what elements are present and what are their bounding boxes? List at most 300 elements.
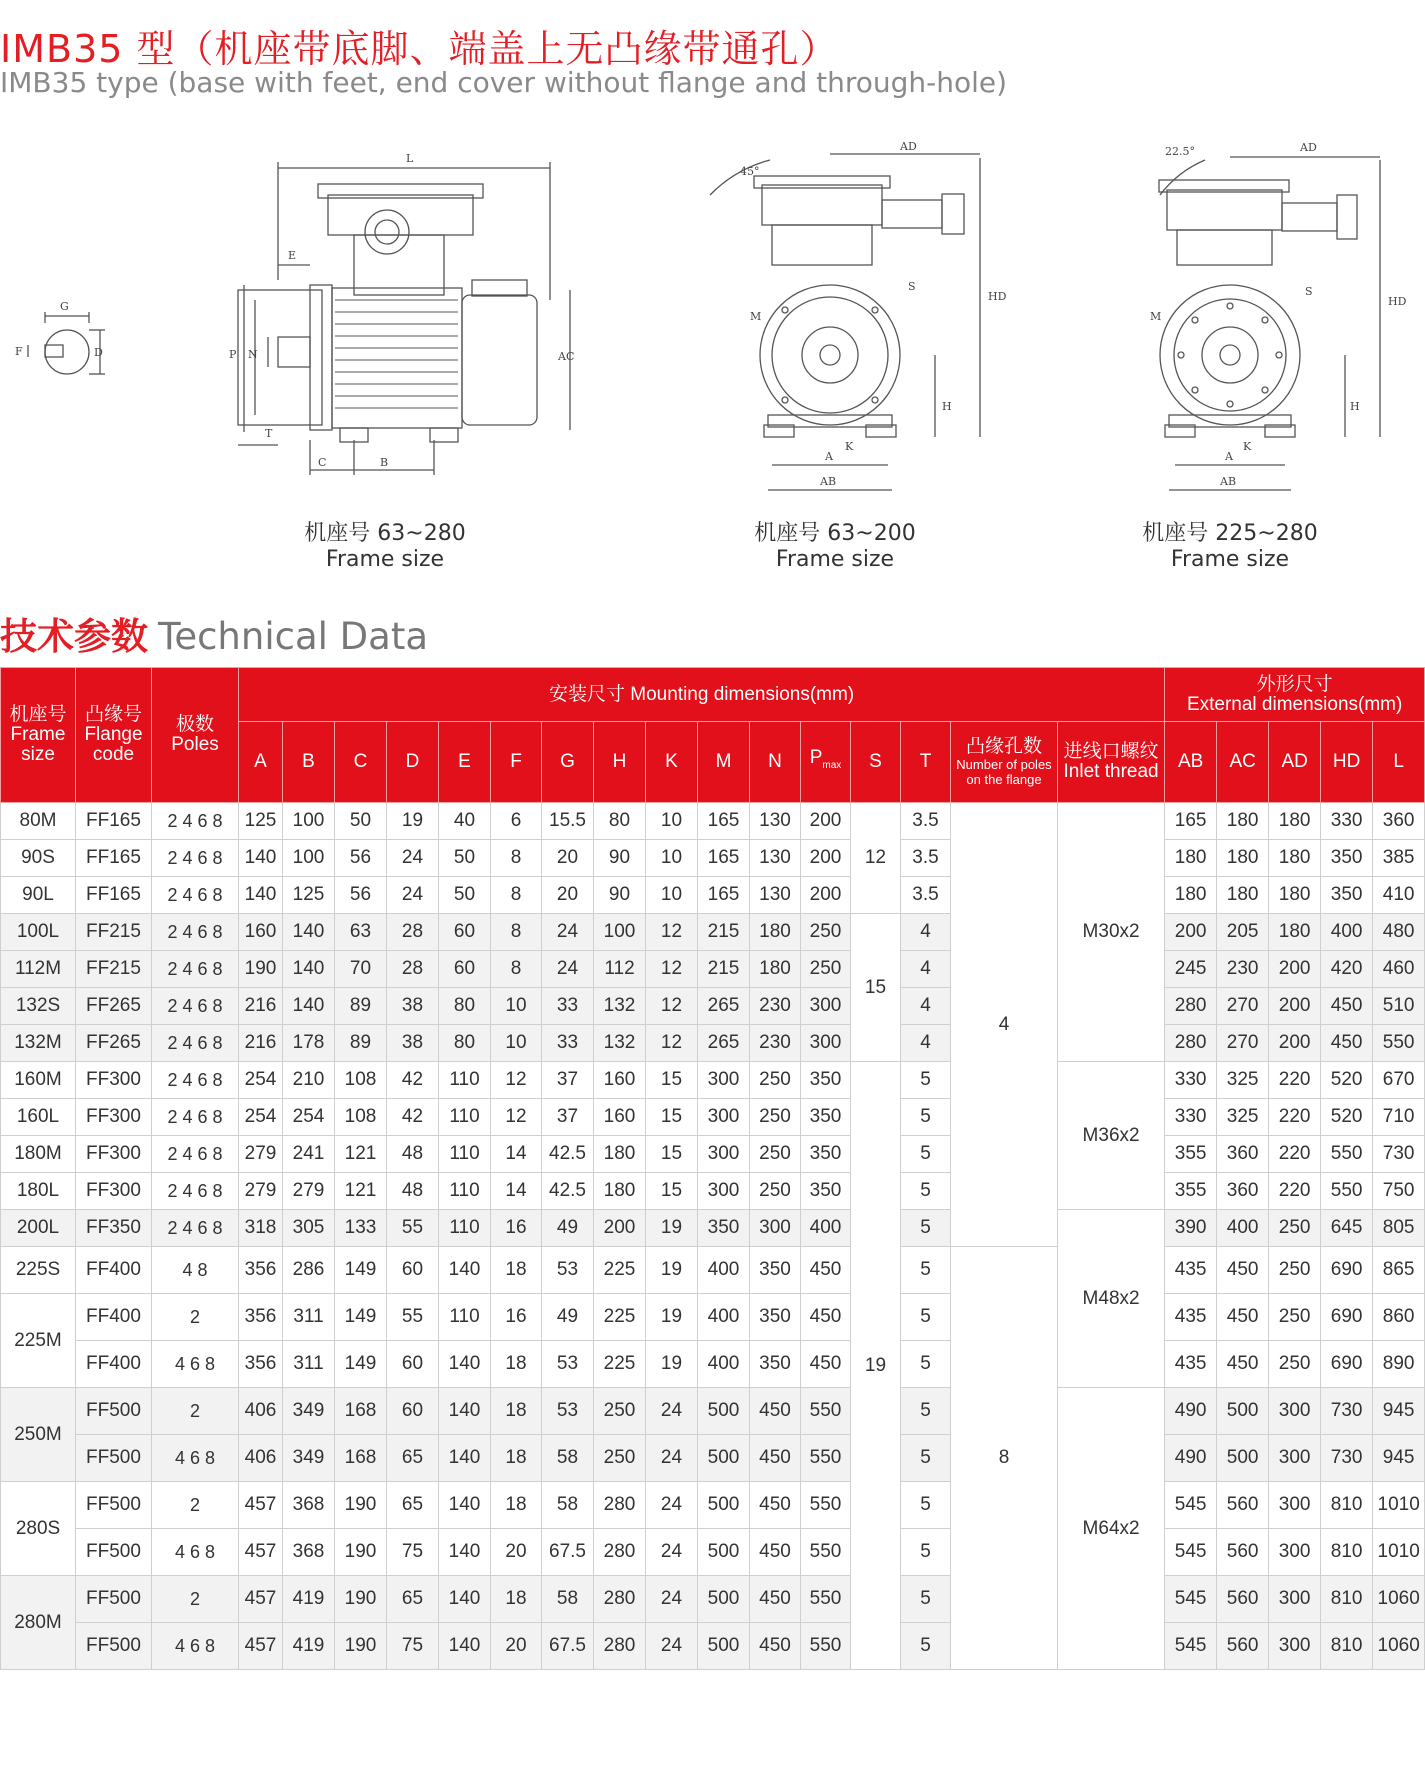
- cell-F: 8: [491, 840, 542, 877]
- dim-label-S-2: S: [1305, 285, 1313, 298]
- cell-AC: 270: [1217, 1025, 1269, 1062]
- cell-T: 5: [901, 1435, 951, 1482]
- cell-H: 250: [594, 1435, 646, 1482]
- cell-N: 250: [750, 1062, 801, 1099]
- cell-N: 350: [750, 1247, 801, 1294]
- cell-P: 350: [801, 1062, 851, 1099]
- cell-E: 40: [439, 803, 491, 840]
- cell-T: 4: [901, 951, 951, 988]
- cell-frame: 80M: [1, 803, 76, 840]
- cell-D: 65: [387, 1576, 439, 1623]
- cell-poles: 2 4 6 8: [152, 877, 239, 914]
- cell-F: 18: [491, 1388, 542, 1435]
- cell-D: 65: [387, 1482, 439, 1529]
- cell-D: 24: [387, 840, 439, 877]
- dim-label-K-1: K: [845, 440, 854, 453]
- cell-poles: 2 4 6 8: [152, 1099, 239, 1136]
- cell-HD: 810: [1321, 1529, 1373, 1576]
- cell-E: 140: [439, 1388, 491, 1435]
- cell-F: 16: [491, 1210, 542, 1247]
- cell-HD: 690: [1321, 1294, 1373, 1341]
- cell-L: 460: [1373, 951, 1425, 988]
- table-row: [1, 1341, 1425, 1388]
- dim-label-N: N: [248, 348, 258, 361]
- cell-AC: 560: [1217, 1623, 1269, 1670]
- dim-label-L: L: [406, 152, 414, 165]
- cell-poles: 2 4 6 8: [152, 988, 239, 1025]
- col-poles: [152, 668, 239, 803]
- cell-A: 254: [239, 1062, 283, 1099]
- cell-AD: 220: [1269, 1099, 1321, 1136]
- cell-P: 400: [801, 1210, 851, 1247]
- cell-AD: 300: [1269, 1623, 1321, 1670]
- col-frame-size: [1, 668, 76, 803]
- cell-A: 216: [239, 1025, 283, 1062]
- cell-B: 100: [283, 803, 335, 840]
- cell-H: 112: [594, 951, 646, 988]
- cell-P: 550: [801, 1529, 851, 1576]
- cell-D: 28: [387, 951, 439, 988]
- cell-flange-holes: 4: [951, 803, 1058, 1247]
- cell-T: 3.5: [901, 840, 951, 877]
- dim-label-C: C: [318, 456, 327, 469]
- cell-AB: 180: [1165, 877, 1217, 914]
- table-row: [1, 951, 1425, 988]
- dim-label-G: G: [60, 300, 69, 313]
- cell-B: 140: [283, 914, 335, 951]
- cell-E: 140: [439, 1247, 491, 1294]
- cell-HD: 450: [1321, 1025, 1373, 1062]
- cell-H: 225: [594, 1247, 646, 1294]
- dim-label-E: E: [288, 249, 297, 262]
- col-F: F: [491, 722, 542, 803]
- cell-G: 49: [542, 1294, 594, 1341]
- cell-M: 300: [698, 1173, 750, 1210]
- cell-L: 710: [1373, 1099, 1425, 1136]
- cell-A: 457: [239, 1576, 283, 1623]
- col-E: E: [439, 722, 491, 803]
- cell-T: 3.5: [901, 877, 951, 914]
- cell-L: 945: [1373, 1388, 1425, 1435]
- cell-D: 65: [387, 1435, 439, 1482]
- cell-poles: 2: [152, 1388, 239, 1435]
- cell-L: 1060: [1373, 1623, 1425, 1670]
- cell-AD: 180: [1269, 914, 1321, 951]
- cell-AC: 450: [1217, 1247, 1269, 1294]
- cell-M: 165: [698, 803, 750, 840]
- cell-T: 4: [901, 914, 951, 951]
- dim-label-HD-2: HD: [1388, 295, 1407, 308]
- cell-K: 24: [646, 1623, 698, 1670]
- cell-T: 5: [901, 1482, 951, 1529]
- dim-label-AB-1: AB: [820, 475, 837, 488]
- cell-A: 216: [239, 988, 283, 1025]
- cell-poles: 4 6 8: [152, 1623, 239, 1670]
- cell-B: 419: [283, 1623, 335, 1670]
- cell-T: 4: [901, 988, 951, 1025]
- cell-C: 168: [335, 1388, 387, 1435]
- cell-M: 400: [698, 1247, 750, 1294]
- cell-G: 53: [542, 1388, 594, 1435]
- cell-G: 24: [542, 914, 594, 951]
- cell-HD: 550: [1321, 1136, 1373, 1173]
- cell-HD: 810: [1321, 1623, 1373, 1670]
- cell-AD: 180: [1269, 877, 1321, 914]
- cell-C: 121: [335, 1173, 387, 1210]
- cell-L: 1010: [1373, 1482, 1425, 1529]
- cell-C: 108: [335, 1062, 387, 1099]
- cell-C: 190: [335, 1576, 387, 1623]
- cell-L: 805: [1373, 1210, 1425, 1247]
- col-L: L: [1373, 722, 1425, 803]
- cell-N: 130: [750, 840, 801, 877]
- cell-E: 140: [439, 1435, 491, 1482]
- cell-F: 18: [491, 1576, 542, 1623]
- cell-B: 419: [283, 1576, 335, 1623]
- cell-H: 160: [594, 1099, 646, 1136]
- cell-flange: FF300: [76, 1099, 152, 1136]
- cell-flange: FF265: [76, 988, 152, 1025]
- cell-HD: 730: [1321, 1388, 1373, 1435]
- cell-G: 33: [542, 1025, 594, 1062]
- cell-N: 250: [750, 1099, 801, 1136]
- cell-N: 450: [750, 1388, 801, 1435]
- table-row: [1, 1210, 1425, 1247]
- cell-P: 200: [801, 840, 851, 877]
- table-row: [1, 1099, 1425, 1136]
- cell-AD: 200: [1269, 951, 1321, 988]
- technical-data-table: [0, 667, 1425, 1670]
- cell-N: 450: [750, 1482, 801, 1529]
- cell-AB: 435: [1165, 1341, 1217, 1388]
- cell-frame: 280S: [1, 1482, 76, 1576]
- cell-M: 300: [698, 1099, 750, 1136]
- cell-N: 450: [750, 1435, 801, 1482]
- cell-A: 406: [239, 1435, 283, 1482]
- cell-A: 140: [239, 840, 283, 877]
- cell-H: 180: [594, 1136, 646, 1173]
- cell-poles: 2 4 6 8: [152, 1136, 239, 1173]
- drawing-caption-2: [700, 521, 970, 573]
- cell-D: 24: [387, 877, 439, 914]
- cell-G: 42.5: [542, 1173, 594, 1210]
- cell-G: 33: [542, 988, 594, 1025]
- cell-flange: FF400: [76, 1247, 152, 1294]
- cell-frame: 90L: [1, 877, 76, 914]
- cell-L: 410: [1373, 877, 1425, 914]
- group-mounting-dimensions: 安装尺寸 Mounting dimensions(mm): [239, 668, 1165, 722]
- cell-AC: 560: [1217, 1529, 1269, 1576]
- section-title-en: Technical Data: [158, 615, 429, 658]
- header-text: 进线口螺纹: [1063, 741, 1159, 762]
- cell-AD: 200: [1269, 1025, 1321, 1062]
- cell-AD: 300: [1269, 1482, 1321, 1529]
- cell-AD: 220: [1269, 1173, 1321, 1210]
- cell-AD: 250: [1269, 1210, 1321, 1247]
- cell-F: 18: [491, 1341, 542, 1388]
- table-body: [1, 803, 1425, 1670]
- cell-A: 318: [239, 1210, 283, 1247]
- cell-AC: 325: [1217, 1099, 1269, 1136]
- cell-G: 15.5: [542, 803, 594, 840]
- cell-C: 149: [335, 1294, 387, 1341]
- cell-F: 8: [491, 951, 542, 988]
- cell-N: 450: [750, 1576, 801, 1623]
- cell-AB: 435: [1165, 1294, 1217, 1341]
- dim-label-HD-1: HD: [988, 290, 1007, 303]
- cell-D: 38: [387, 1025, 439, 1062]
- header-text: 凸缘号: [84, 704, 142, 725]
- cell-T: 5: [901, 1576, 951, 1623]
- cell-A: 160: [239, 914, 283, 951]
- table-row: [1, 1623, 1425, 1670]
- cell-P: 550: [801, 1623, 851, 1670]
- dim-label-K-2: K: [1243, 440, 1252, 453]
- cell-A: 190: [239, 951, 283, 988]
- cell-E: 110: [439, 1062, 491, 1099]
- cell-F: 20: [491, 1529, 542, 1576]
- cell-E: 50: [439, 877, 491, 914]
- cell-AD: 220: [1269, 1136, 1321, 1173]
- cell-F: 12: [491, 1099, 542, 1136]
- cell-AB: 280: [1165, 988, 1217, 1025]
- dim-label-M-2: M: [1150, 310, 1162, 323]
- cell-frame: 180M: [1, 1136, 76, 1173]
- cell-E: 110: [439, 1294, 491, 1341]
- cell-K: 15: [646, 1062, 698, 1099]
- cell-AC: 180: [1217, 803, 1269, 840]
- table-row: [1, 1173, 1425, 1210]
- cell-L: 550: [1373, 1025, 1425, 1062]
- cell-F: 20: [491, 1623, 542, 1670]
- cell-C: 121: [335, 1136, 387, 1173]
- cell-flange: FF300: [76, 1173, 152, 1210]
- header-text: Poles: [171, 734, 219, 755]
- cell-F: 18: [491, 1435, 542, 1482]
- cell-P: 450: [801, 1341, 851, 1388]
- cell-G: 67.5: [542, 1623, 594, 1670]
- cell-frame: 280M: [1, 1576, 76, 1670]
- cell-poles: 4 6 8: [152, 1435, 239, 1482]
- cell-G: 58: [542, 1482, 594, 1529]
- cell-flange: FF215: [76, 951, 152, 988]
- header-text: 凸缘孔数: [965, 736, 1042, 757]
- cell-K: 15: [646, 1173, 698, 1210]
- cell-B: 368: [283, 1482, 335, 1529]
- cell-AC: 400: [1217, 1210, 1269, 1247]
- cell-A: 356: [239, 1341, 283, 1388]
- cell-frame: 200L: [1, 1210, 76, 1247]
- cell-H: 280: [594, 1623, 646, 1670]
- cell-D: 38: [387, 988, 439, 1025]
- cell-A: 279: [239, 1136, 283, 1173]
- cell-N: 250: [750, 1173, 801, 1210]
- cell-T: 5: [901, 1173, 951, 1210]
- cell-A: 457: [239, 1482, 283, 1529]
- header-text: 外形尺寸: [1256, 673, 1333, 695]
- cell-C: 168: [335, 1435, 387, 1482]
- cell-N: 450: [750, 1623, 801, 1670]
- cell-flange: FF165: [76, 840, 152, 877]
- cell-B: 305: [283, 1210, 335, 1247]
- cell-K: 10: [646, 803, 698, 840]
- cell-flange-holes: 8: [951, 1247, 1058, 1670]
- cell-F: 14: [491, 1136, 542, 1173]
- cell-poles: 2 4 6 8: [152, 1210, 239, 1247]
- col-AD: AD: [1269, 722, 1321, 803]
- cell-AC: 180: [1217, 877, 1269, 914]
- col-N: N: [750, 722, 801, 803]
- section-title-cn: 技术参数: [0, 615, 148, 658]
- cell-AC: 450: [1217, 1341, 1269, 1388]
- cell-P: 550: [801, 1482, 851, 1529]
- cell-T: 5: [901, 1099, 951, 1136]
- cell-S: 12: [851, 803, 901, 914]
- cell-frame: 160M: [1, 1062, 76, 1099]
- cell-H: 80: [594, 803, 646, 840]
- caption-en: Frame size: [325, 547, 445, 572]
- cell-B: 178: [283, 1025, 335, 1062]
- dim-label-F: F: [15, 345, 23, 358]
- cell-poles: 2 4 6 8: [152, 1062, 239, 1099]
- cell-M: 500: [698, 1623, 750, 1670]
- cell-K: 19: [646, 1210, 698, 1247]
- col-A: A: [239, 722, 283, 803]
- cell-AC: 560: [1217, 1576, 1269, 1623]
- cell-B: 349: [283, 1388, 335, 1435]
- cell-A: 140: [239, 877, 283, 914]
- header-text: Inlet thread: [1063, 761, 1159, 782]
- cell-D: 55: [387, 1210, 439, 1247]
- cell-flange: FF165: [76, 803, 152, 840]
- cell-HD: 350: [1321, 877, 1373, 914]
- front-view-drawing-small: [690, 140, 1010, 500]
- table-row: [1, 1435, 1425, 1482]
- cell-F: 18: [491, 1247, 542, 1294]
- cell-AB: 545: [1165, 1482, 1217, 1529]
- cell-frame: 225M: [1, 1294, 76, 1388]
- cell-H: 132: [594, 988, 646, 1025]
- dim-label-H-2: H: [1350, 400, 1360, 413]
- cell-A: 457: [239, 1623, 283, 1670]
- cell-F: 8: [491, 914, 542, 951]
- cell-poles: 2: [152, 1294, 239, 1341]
- cell-N: 300: [750, 1210, 801, 1247]
- cell-frame: 180L: [1, 1173, 76, 1210]
- col-K: K: [646, 722, 698, 803]
- cell-N: 180: [750, 951, 801, 988]
- cell-G: 24: [542, 951, 594, 988]
- cell-B: 349: [283, 1435, 335, 1482]
- cell-E: 140: [439, 1623, 491, 1670]
- cell-AC: 450: [1217, 1294, 1269, 1341]
- cell-AD: 300: [1269, 1435, 1321, 1482]
- cell-AC: 560: [1217, 1482, 1269, 1529]
- table-row: [1, 1388, 1425, 1435]
- cell-B: 125: [283, 877, 335, 914]
- cell-flange: FF500: [76, 1482, 152, 1529]
- cell-flange: FF300: [76, 1062, 152, 1099]
- cell-M: 500: [698, 1388, 750, 1435]
- cell-inlet-thread: M64x2: [1058, 1388, 1165, 1670]
- header-text: Number of poles on the flange: [956, 757, 1052, 787]
- cell-H: 280: [594, 1529, 646, 1576]
- caption-cn: 机座号 225~280: [1142, 521, 1318, 546]
- cell-poles: 2 4 6 8: [152, 803, 239, 840]
- cell-AD: 250: [1269, 1294, 1321, 1341]
- cell-E: 140: [439, 1482, 491, 1529]
- cell-HD: 400: [1321, 914, 1373, 951]
- cell-flange: FF500: [76, 1529, 152, 1576]
- cell-K: 19: [646, 1294, 698, 1341]
- cell-AD: 220: [1269, 1062, 1321, 1099]
- dim-label-A-1: A: [825, 450, 833, 463]
- caption-cn: 机座号 63~280: [304, 521, 466, 546]
- dim-label-AD-1: AD: [900, 140, 917, 153]
- cell-M: 400: [698, 1294, 750, 1341]
- cell-frame: 90S: [1, 840, 76, 877]
- cell-K: 12: [646, 1025, 698, 1062]
- col-flange-code: [76, 668, 152, 803]
- cell-flange: FF500: [76, 1576, 152, 1623]
- col-S: S: [851, 722, 901, 803]
- header-text: Frame size: [10, 724, 66, 765]
- cell-flange: FF500: [76, 1435, 152, 1482]
- col-P: [801, 722, 851, 803]
- drawing-caption-3: [1095, 521, 1365, 573]
- cell-K: 10: [646, 877, 698, 914]
- cell-D: 60: [387, 1341, 439, 1388]
- cell-P: 350: [801, 1099, 851, 1136]
- cell-C: 190: [335, 1623, 387, 1670]
- cell-C: 50: [335, 803, 387, 840]
- cell-N: 230: [750, 988, 801, 1025]
- cell-HD: 550: [1321, 1173, 1373, 1210]
- cell-H: 225: [594, 1341, 646, 1388]
- cell-E: 110: [439, 1210, 491, 1247]
- cell-P: 550: [801, 1576, 851, 1623]
- cell-M: 215: [698, 951, 750, 988]
- cell-K: 15: [646, 1136, 698, 1173]
- cell-D: 48: [387, 1136, 439, 1173]
- cell-flange: FF215: [76, 914, 152, 951]
- cell-G: 37: [542, 1062, 594, 1099]
- cell-M: 500: [698, 1576, 750, 1623]
- cell-H: 132: [594, 1025, 646, 1062]
- dim-label-D: D: [94, 346, 103, 359]
- cell-B: 368: [283, 1529, 335, 1576]
- cell-T: 3.5: [901, 803, 951, 840]
- cell-L: 480: [1373, 914, 1425, 951]
- cell-HD: 520: [1321, 1099, 1373, 1136]
- cell-C: 133: [335, 1210, 387, 1247]
- cell-K: 24: [646, 1482, 698, 1529]
- cell-P: 550: [801, 1435, 851, 1482]
- cell-E: 140: [439, 1576, 491, 1623]
- cell-K: 12: [646, 951, 698, 988]
- cell-HD: 520: [1321, 1062, 1373, 1099]
- cell-N: 130: [750, 803, 801, 840]
- table-row: [1, 1576, 1425, 1623]
- cell-P: 350: [801, 1173, 851, 1210]
- cell-H: 280: [594, 1576, 646, 1623]
- cell-A: 254: [239, 1099, 283, 1136]
- cell-E: 110: [439, 1173, 491, 1210]
- dim-label-B: B: [380, 456, 389, 469]
- col-D: D: [387, 722, 439, 803]
- cell-M: 500: [698, 1482, 750, 1529]
- cell-D: 60: [387, 1388, 439, 1435]
